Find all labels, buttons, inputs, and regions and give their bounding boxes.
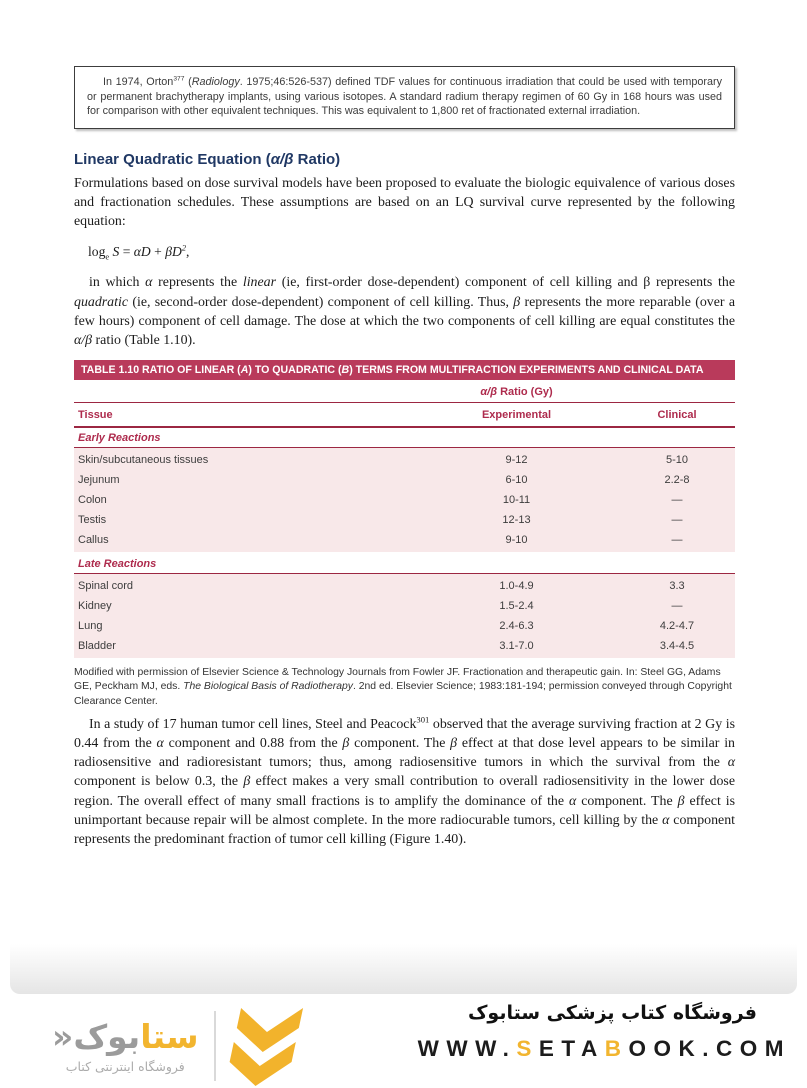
table-cell: 3.4-4.5 <box>659 640 695 653</box>
table-cell: Kidney <box>78 600 112 613</box>
table-column-headers <box>74 403 735 428</box>
table-span-header <box>74 380 735 403</box>
table-cell: 4.2-4.7 <box>659 620 695 633</box>
table-section-rows <box>74 448 735 552</box>
column-header-tissue: Tissue <box>78 409 113 422</box>
table-cell: — <box>671 534 683 547</box>
logo-divider <box>214 1011 216 1081</box>
table-row <box>74 450 735 470</box>
table-sections <box>74 428 735 658</box>
table-cell: Spinal cord <box>78 580 134 593</box>
table-cell: 9-10 <box>505 534 528 547</box>
double-chevron-icon <box>218 1004 310 1088</box>
paragraph-3: In a study of 17 human tumor cell lines, Steel and Peacock$^{301}$ observed that the average surviving fraction at 2 Gy is 0.44 from the α component and 0.88 from the β component. The β effect at that dose level appears to be similar in radiosensitive and radioresistant tumors; thus, among radiosensitive tumors in which the survival from the α component is below 0.3, the β effect makes a very small contribution to overall radiosensitivity in the lower dose region. The overall effect of many small fractions is to amplify the dominance of the α component. The β effect is unimportant because repair will be almost complete. In the more radiocurable tumors, cell killing by the α component represents the predominant fraction of tumor cell killing (Figure 1.40). <box>74 714 736 848</box>
citation-note-text: In 1974, Orton$^{377}$ (Radiology. 1975;46:526-537) defined TDF values for continuous irradiation that could be used with temporary or permanent brachytherapy implants, using various isotopes. A standard radium therapy regimen of 60 Gy in 168 hours was used for comparison with other equivalent techniques. This was equivalent to 1,800 ret of fractionated external irradiation. <box>87 75 722 118</box>
section-heading: Linear Quadratic Equation (α/β Ratio) <box>74 150 341 168</box>
table-cell: 12-13 <box>502 514 531 527</box>
column-header-clinical: Clinical <box>657 409 697 422</box>
page-content <box>74 0 735 849</box>
table-row <box>74 616 735 636</box>
table-row <box>74 490 735 510</box>
table-row <box>74 636 735 656</box>
store-title-farsi: فروشگاه کتاب پزشکی ستابوک <box>467 1002 757 1024</box>
table-cell: 6-10 <box>505 474 528 487</box>
table-title-bar: TABLE 1.10 RATIO OF LINEAR (A) TO QUADRATIC (B) TERMS FROM MULTIFRACTION EXPERIMENTS AND CLINICAL DATA <box>74 360 735 380</box>
table-span-header-text: α/β Ratio (Gy) <box>480 386 553 399</box>
table-cell: Jejunum <box>78 474 120 487</box>
table-cell: Callus <box>78 534 109 547</box>
table-cell: Testis <box>78 514 107 527</box>
table-section-label: Early Reactions <box>74 428 735 448</box>
lq-equation: $\log_e S = \alpha D + \beta D^2$, <box>88 242 190 263</box>
table-row <box>74 470 735 490</box>
table-cell: 1.0-4.9 <box>499 580 534 593</box>
logo-text-column <box>52 1016 199 1074</box>
table-cell: — <box>671 600 683 613</box>
table-cell: 9-12 <box>505 454 528 467</box>
table-footnote: Modified with permission of Elsevier Science & Technology Journals from Fowler JF. Fractionation and therapeutic gain. In: Steel GG, Adams GE, Peckham MJ, eds. The Biological Basis of Radiotherapy. 2nd ed. Elsevier Science; 1983:181-194; permission conveyed through Copyright Clearance Center. <box>74 667 732 707</box>
logo-tagline: فروشگاه اینترنتی کتاب <box>65 1058 185 1074</box>
table-cell: Lung <box>78 620 103 633</box>
citation-note-box <box>74 66 735 129</box>
setabook-logo <box>52 1004 301 1088</box>
table-section-rows <box>74 574 735 658</box>
table-cell: Colon <box>78 494 107 507</box>
table-row <box>74 596 735 616</box>
footer-right-block <box>418 1000 791 1064</box>
table-cell: — <box>671 494 683 507</box>
table-cell: 3.1-7.0 <box>499 640 534 653</box>
website-url: WWW.SETABOOK.COM <box>417 1036 791 1061</box>
column-header-experimental: Experimental <box>481 409 552 422</box>
table-row <box>74 576 735 596</box>
logo-wordmark: ستابوک« <box>52 1016 199 1056</box>
table-cell: 2.4-6.3 <box>499 620 534 633</box>
table-row <box>74 530 735 550</box>
table-cell: — <box>671 514 683 527</box>
table-cell: Skin/subcutaneous tissues <box>78 454 209 467</box>
table-1-10 <box>74 360 735 658</box>
table-section-label: Late Reactions <box>74 554 735 574</box>
page-bottom-shadow <box>10 944 797 994</box>
table-cell: 10-11 <box>502 494 531 507</box>
table-cell: 3.3 <box>669 580 685 593</box>
paragraph-1: Formulations based on dose survival models have been proposed to evaluate the biologic equivalence of various doses and fractionation schedules. These assumptions are based on an LQ survival curve represented by the following equation: <box>74 175 735 230</box>
table-cell: 5-10 <box>665 454 689 467</box>
table-cell: 1.5-2.4 <box>499 600 534 613</box>
paragraph-2: in which α represents the linear (ie, first-order dose-dependent) component of cell killing and β represents the quadratic (ie, second-order dose-dependent) component of cell killing. Thus, β represents the more reparable (over a few hours) component of cell damage. The dose at which the two components of cell killing are equal constitutes the α/β ratio (Table 1.10). <box>74 275 735 348</box>
table-cell: 2.2-8 <box>664 474 690 487</box>
table-row <box>74 510 735 530</box>
footer-banner <box>0 1000 807 1080</box>
table-cell: Bladder <box>78 640 116 653</box>
